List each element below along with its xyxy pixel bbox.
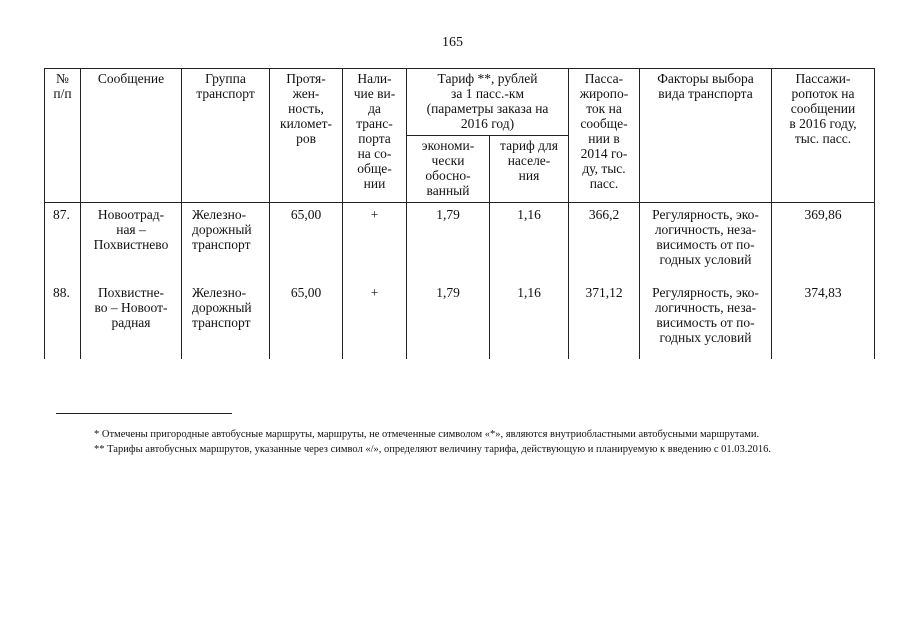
cell-tariff-pop: 1,16: [490, 203, 569, 282]
cell-route: Похвистне- во – Новоот- радная: [81, 281, 182, 359]
cell-group: Железно- дорожный транспорт: [182, 281, 270, 359]
header-route: Сообщение: [81, 69, 182, 203]
header-flow-2014: Пасса- жиропо- ток на сообще- нии в 2014 го- ду, тыс. пасс.: [569, 69, 640, 203]
cell-tariff-econ: 1,79: [407, 281, 490, 359]
footnote-1: * Отмечены пригородные автобусные маршруты, маршруты, не отмеченные символом «*», являются внутриобластными автобусными маршрутами.: [94, 429, 760, 440]
footnotes: [56, 427, 862, 457]
cell-availability: +: [343, 203, 407, 282]
cell-tariff-pop: 1,16: [490, 281, 569, 359]
cell-availability: +: [343, 281, 407, 359]
cell-flow-2016: 374,83: [772, 281, 875, 359]
header-group: Группа транспорт: [182, 69, 270, 203]
cell-tariff-econ: 1,79: [407, 203, 490, 282]
routes-table: [44, 68, 875, 359]
page-number: 165: [442, 35, 463, 50]
header-tariff: Тариф **, рублей за 1 пасс.-км (параметры заказа на 2016 год): [407, 69, 569, 136]
cell-group: Железно- дорожный транспорт: [182, 203, 270, 282]
header-tariff-econ: экономи- чески обосно- ванный: [407, 136, 490, 203]
cell-num: 88.: [45, 281, 81, 359]
cell-flow-2016: 369,86: [772, 203, 875, 282]
cell-route: Новоотрад- ная – Похвистнево: [81, 203, 182, 282]
table-row: [45, 281, 875, 359]
cell-flow-2014: 366,2: [569, 203, 640, 282]
header-num: № п/п: [45, 69, 81, 203]
cell-flow-2014: 371,12: [569, 281, 640, 359]
footnote-divider: [56, 413, 232, 414]
cell-factors: Регулярность, эко- логичность, неза- висимость от по- годных условий: [640, 203, 772, 282]
header-length: Протя- жен- ность, километ- ров: [270, 69, 343, 203]
cell-num: 87.: [45, 203, 81, 282]
header-flow-2016: Пассажи- ропоток на сообщении в 2016 году, тыс. пасс.: [772, 69, 875, 203]
cell-length: 65,00: [270, 281, 343, 359]
cell-factors: Регулярность, эко- логичность, неза- висимость от по- годных условий: [640, 281, 772, 359]
header-factors: Факторы выбора вида транспорта: [640, 69, 772, 203]
footnote-2: ** Тарифы автобусных маршрутов, указанные через символ «/», определяют величину тарифа, действующую и планируемую к введению с 01.03.2016.: [94, 444, 772, 455]
header-tariff-pop: тариф для населе- ния: [490, 136, 569, 203]
table-row: [45, 203, 875, 282]
header-availability: Нали- чие ви- да транс- порта на со- обще- нии: [343, 69, 407, 203]
cell-length: 65,00: [270, 203, 343, 282]
header-row: [45, 69, 875, 136]
